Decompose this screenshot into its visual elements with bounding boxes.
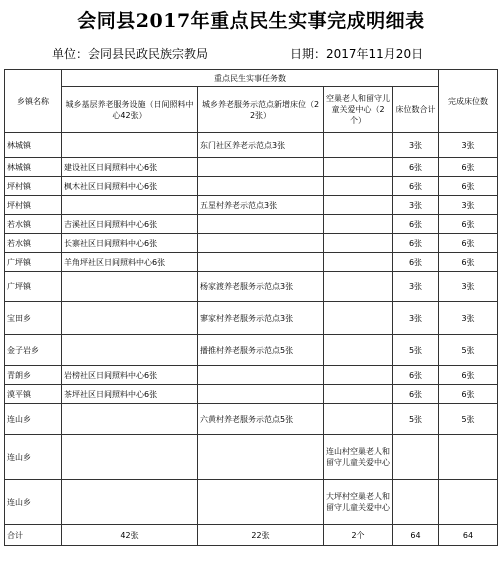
header-town: 乡镇名称 bbox=[5, 70, 62, 133]
cell-town: 林城镇 bbox=[5, 158, 62, 177]
cell-beds-total: 6张 bbox=[393, 385, 439, 404]
table-row bbox=[5, 404, 498, 435]
cell-town: 林城镇 bbox=[5, 133, 62, 158]
cell-town: 漠平镇 bbox=[5, 385, 62, 404]
cell-daycare: 长寨社区日间照料中心6张 bbox=[62, 234, 198, 253]
cell-town: 坪村镇 bbox=[5, 196, 62, 215]
cell-care-center: 大坪村空巢老人和留守儿童关爱中心 bbox=[324, 480, 393, 525]
cell-beds-total: 6张 bbox=[393, 366, 439, 385]
table-row bbox=[5, 435, 498, 480]
totals-demo-point: 22张 bbox=[198, 525, 324, 546]
cell-town: 广坪镇 bbox=[5, 272, 62, 302]
header-row-2 bbox=[5, 87, 498, 133]
table-row bbox=[5, 272, 498, 302]
page-title: 会同县2017年重点民生实事完成明细表 bbox=[77, 10, 425, 32]
cell-daycare: 建设社区日间照料中心6张 bbox=[62, 158, 198, 177]
detail-table bbox=[4, 69, 498, 546]
cell-completed: 3张 bbox=[439, 133, 498, 158]
table-row bbox=[5, 234, 498, 253]
cell-care-center bbox=[324, 335, 393, 366]
totals-care-center: 2个 bbox=[324, 525, 393, 546]
header-col3: 空巢老人和留守儿童关爱中心（2个） bbox=[324, 87, 393, 133]
table-row bbox=[5, 480, 498, 525]
cell-demo-point bbox=[198, 215, 324, 234]
cell-town: 连山乡 bbox=[5, 480, 62, 525]
table-row bbox=[5, 133, 498, 158]
cell-demo-point bbox=[198, 234, 324, 253]
totals-beds: 64 bbox=[393, 525, 439, 546]
cell-demo-point bbox=[198, 435, 324, 480]
cell-daycare: 岩榜社区日间照料中心6张 bbox=[62, 366, 198, 385]
cell-care-center bbox=[324, 366, 393, 385]
cell-town: 连山乡 bbox=[5, 435, 62, 480]
cell-beds-total: 6张 bbox=[393, 158, 439, 177]
cell-beds-total: 6张 bbox=[393, 215, 439, 234]
cell-completed: 5张 bbox=[439, 335, 498, 366]
cell-town: 连山乡 bbox=[5, 404, 62, 435]
table-row bbox=[5, 385, 498, 404]
cell-demo-point bbox=[198, 253, 324, 272]
cell-completed: 3张 bbox=[439, 196, 498, 215]
table-row bbox=[5, 335, 498, 366]
cell-daycare bbox=[62, 196, 198, 215]
cell-demo-point: 五星村养老示范点3张 bbox=[198, 196, 324, 215]
cell-town: 坪村镇 bbox=[5, 177, 62, 196]
cell-beds-total: 5张 bbox=[393, 404, 439, 435]
cell-demo-point bbox=[198, 177, 324, 196]
cell-town: 若水镇 bbox=[5, 234, 62, 253]
cell-completed: 6张 bbox=[439, 215, 498, 234]
cell-care-center bbox=[324, 158, 393, 177]
cell-daycare bbox=[62, 272, 198, 302]
cell-care-center bbox=[324, 196, 393, 215]
cell-beds-total: 3张 bbox=[393, 272, 439, 302]
cell-completed: 3张 bbox=[439, 302, 498, 335]
cell-daycare bbox=[62, 480, 198, 525]
cell-completed: 6张 bbox=[439, 177, 498, 196]
cell-town: 青朗乡 bbox=[5, 366, 62, 385]
cell-care-center bbox=[324, 133, 393, 158]
cell-beds-total: 6张 bbox=[393, 234, 439, 253]
table-row bbox=[5, 253, 498, 272]
cell-beds-total: 5张 bbox=[393, 335, 439, 366]
cell-daycare bbox=[62, 133, 198, 158]
cell-demo-point: 寥家村养老服务示范点3张 bbox=[198, 302, 324, 335]
header-col2: 城乡养老服务示范点新增床位（22张） bbox=[198, 87, 324, 133]
cell-completed: 6张 bbox=[439, 366, 498, 385]
cell-beds-total: 3张 bbox=[393, 302, 439, 335]
cell-daycare: 羊角坪社区日间照料中心6张 bbox=[62, 253, 198, 272]
table-row bbox=[5, 196, 498, 215]
totals-daycare: 42张 bbox=[62, 525, 198, 546]
cell-completed: 6张 bbox=[439, 253, 498, 272]
table-row bbox=[5, 302, 498, 335]
cell-care-center bbox=[324, 177, 393, 196]
cell-beds-total: 6张 bbox=[393, 253, 439, 272]
cell-care-center bbox=[324, 253, 393, 272]
cell-completed bbox=[439, 435, 498, 480]
table-row bbox=[5, 366, 498, 385]
cell-care-center bbox=[324, 385, 393, 404]
cell-town: 广坪镇 bbox=[5, 253, 62, 272]
cell-town: 若水镇 bbox=[5, 215, 62, 234]
cell-completed: 6张 bbox=[439, 158, 498, 177]
table-row bbox=[5, 215, 498, 234]
totals-completed: 64 bbox=[439, 525, 498, 546]
cell-beds-total: 3张 bbox=[393, 133, 439, 158]
cell-demo-point: 六黄村养老服务示范点5张 bbox=[198, 404, 324, 435]
cell-demo-point: 东门社区养老示范点3张 bbox=[198, 133, 324, 158]
header-completed: 完成床位数 bbox=[439, 70, 498, 133]
header-beds-total: 床位数合计 bbox=[393, 87, 439, 133]
cell-completed: 5张 bbox=[439, 404, 498, 435]
cell-daycare bbox=[62, 435, 198, 480]
totals-row bbox=[5, 525, 498, 546]
header-task-group: 重点民生实事任务数 bbox=[62, 70, 439, 87]
cell-beds-total bbox=[393, 480, 439, 525]
cell-care-center bbox=[324, 302, 393, 335]
cell-care-center bbox=[324, 234, 393, 253]
cell-care-center bbox=[324, 272, 393, 302]
cell-care-center bbox=[324, 404, 393, 435]
cell-daycare bbox=[62, 335, 198, 366]
cell-demo-point: 杨家渡养老服务示范点3张 bbox=[198, 272, 324, 302]
cell-completed bbox=[439, 480, 498, 525]
cell-beds-total bbox=[393, 435, 439, 480]
cell-daycare: 茶坪社区日间照料中心6张 bbox=[62, 385, 198, 404]
cell-demo-point: 播推村养老服务示范点5张 bbox=[198, 335, 324, 366]
cell-town: 宝田乡 bbox=[5, 302, 62, 335]
cell-daycare: 枫木社区日间照料中心6张 bbox=[62, 177, 198, 196]
header-col1: 城乡基层养老服务设施（日间照料中心42张） bbox=[62, 87, 198, 133]
cell-beds-total: 3张 bbox=[393, 196, 439, 215]
cell-demo-point bbox=[198, 385, 324, 404]
table-row bbox=[5, 158, 498, 177]
cell-beds-total: 6张 bbox=[393, 177, 439, 196]
cell-daycare: 吉溪社区日间照料中心6张 bbox=[62, 215, 198, 234]
cell-completed: 3张 bbox=[439, 272, 498, 302]
date-label: 日期：2017年11月20日 bbox=[290, 47, 424, 61]
cell-demo-point bbox=[198, 480, 324, 525]
totals-label: 合计 bbox=[5, 525, 62, 546]
cell-town: 金子岩乡 bbox=[5, 335, 62, 366]
cell-care-center bbox=[324, 215, 393, 234]
table-row bbox=[5, 177, 498, 196]
cell-daycare bbox=[62, 302, 198, 335]
header-row-1 bbox=[5, 70, 498, 87]
cell-demo-point bbox=[198, 158, 324, 177]
unit-label: 单位：会同县民政民族宗教局 bbox=[52, 47, 209, 61]
cell-completed: 6张 bbox=[439, 234, 498, 253]
cell-demo-point bbox=[198, 366, 324, 385]
cell-care-center: 连山村空巢老人和留守儿童关爱中心 bbox=[324, 435, 393, 480]
cell-daycare bbox=[62, 404, 198, 435]
cell-completed: 6张 bbox=[439, 385, 498, 404]
